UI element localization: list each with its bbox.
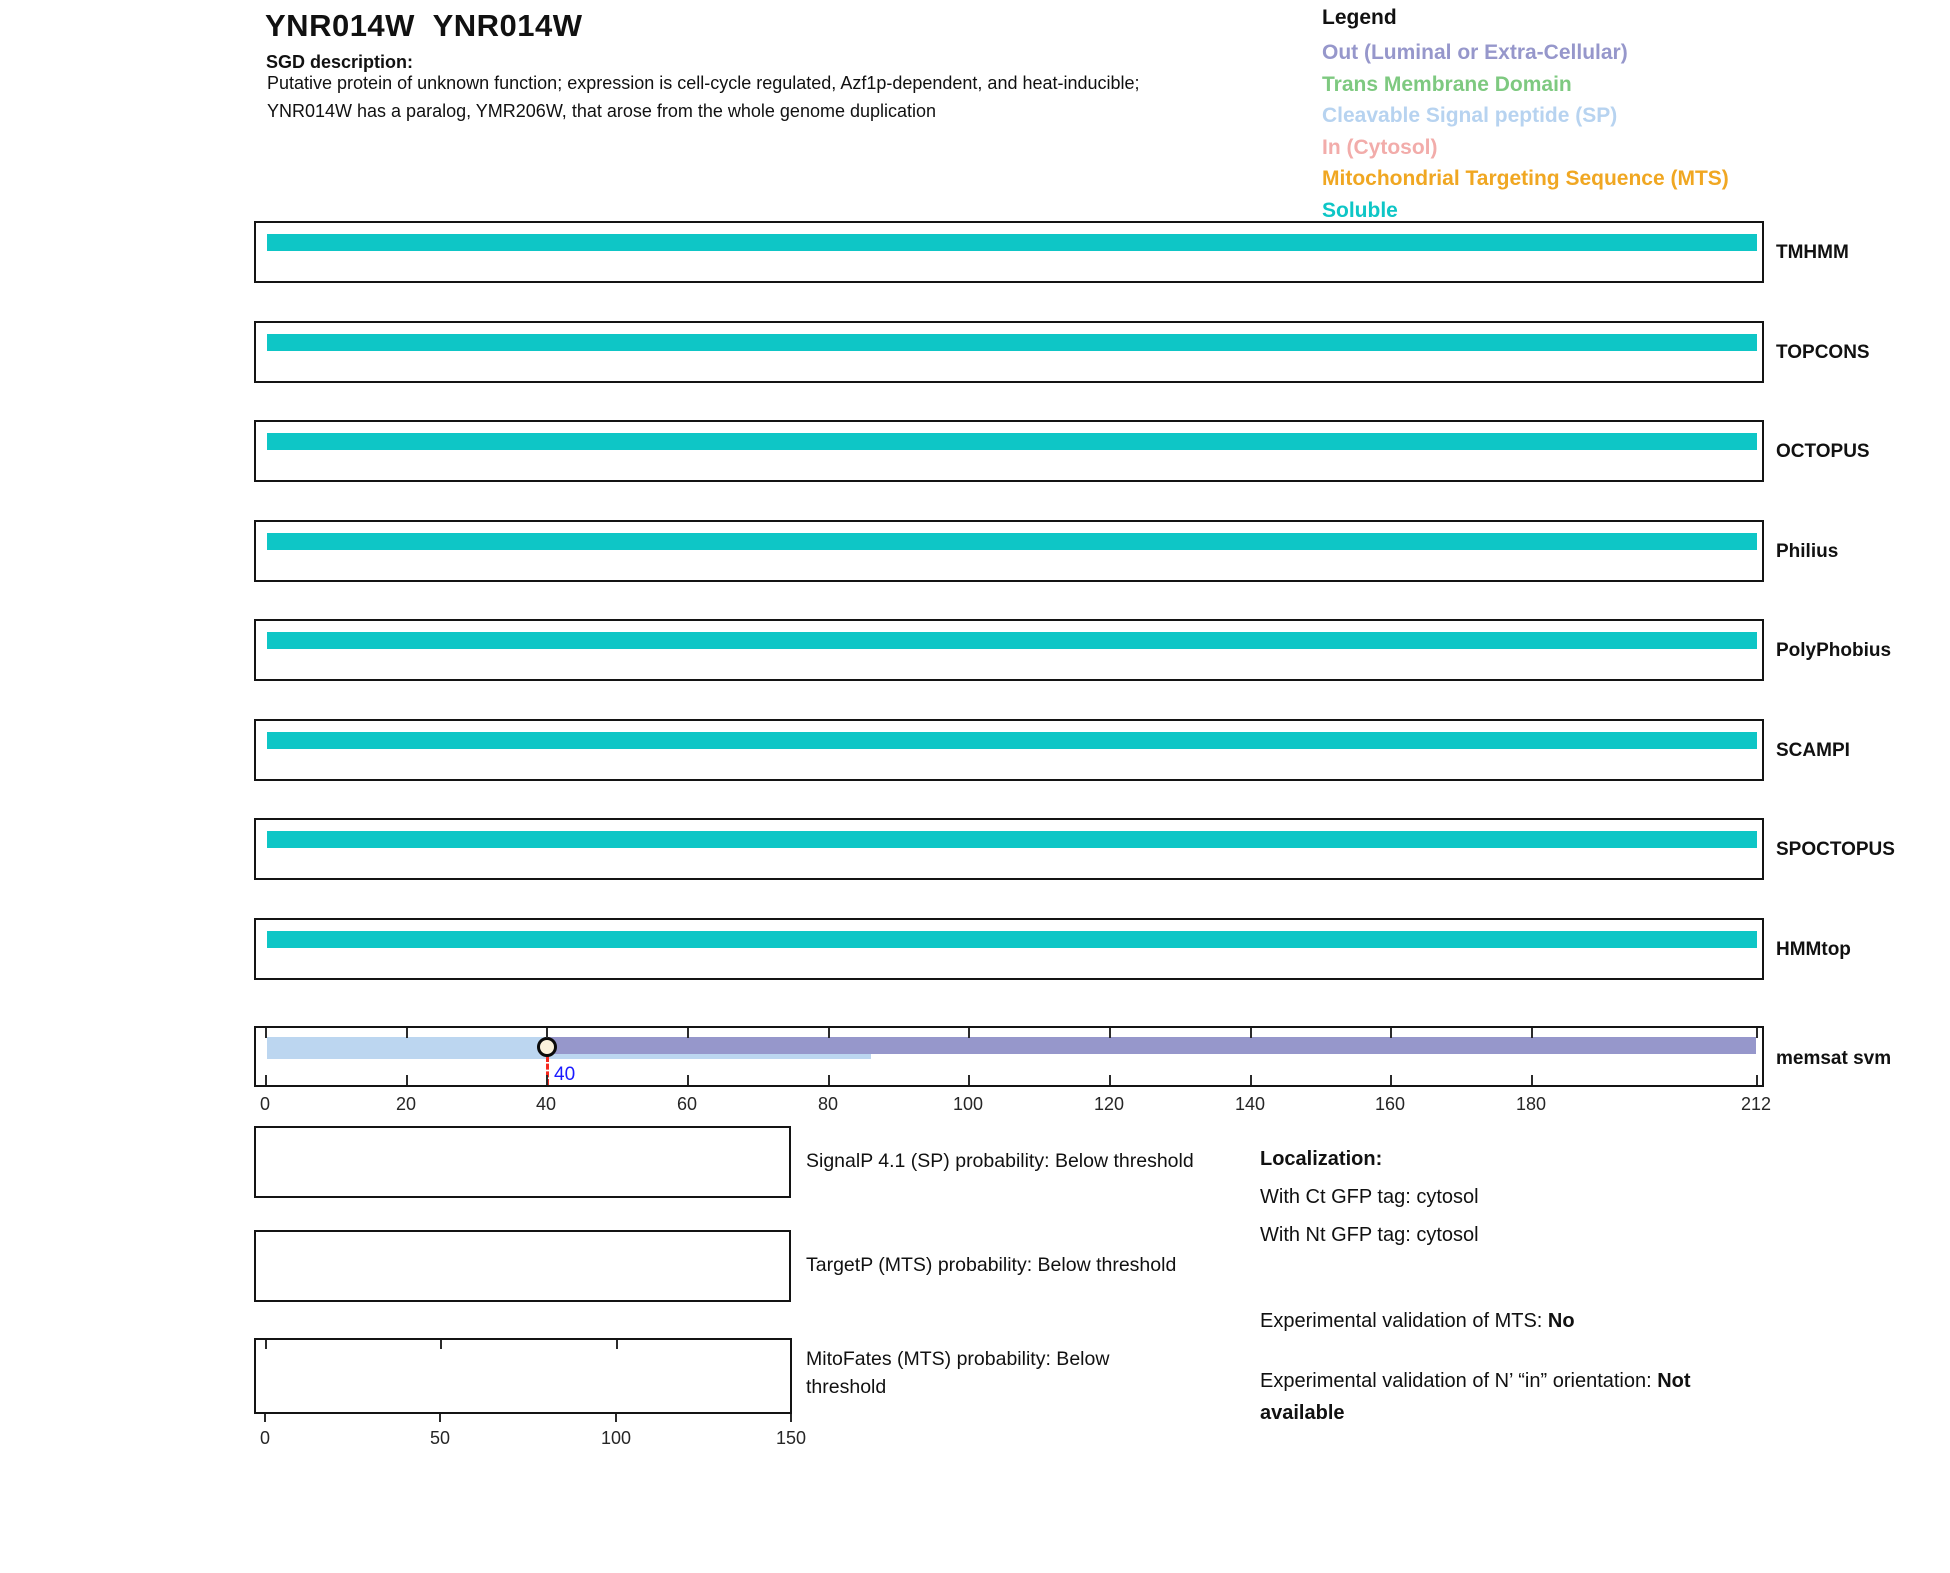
soluble-region-bar	[267, 334, 1757, 351]
memsat-axis-tick	[968, 1075, 970, 1085]
memsat-axis-tick-label: 120	[1093, 1094, 1125, 1114]
localization-title: Localization:	[1260, 1148, 1383, 1170]
memsat-axis-tick	[1756, 1028, 1758, 1038]
soluble-region-bar	[267, 234, 1757, 251]
mitofates-axis-tick	[616, 1340, 618, 1349]
targetp-plot-box	[254, 1230, 791, 1302]
track-label: TOPCONS	[1776, 342, 1870, 363]
memsat-axis-tick	[1531, 1075, 1533, 1085]
mitofates-axis-tick-label: 0	[259, 1428, 270, 1448]
legend	[1322, 6, 1729, 226]
legend-item: Trans Membrane Domain	[1322, 72, 1572, 96]
track-label: PolyPhobius	[1776, 640, 1892, 661]
memsat-axis-tick	[546, 1075, 548, 1085]
soluble-region-bar	[267, 732, 1757, 749]
prediction-track-box	[254, 221, 1764, 283]
mitofates-axis-tick	[264, 1414, 266, 1422]
memsat-axis-tick	[968, 1028, 970, 1038]
legend-item: In (Cytosol)	[1322, 135, 1438, 159]
memsat-axis-tick	[406, 1075, 408, 1085]
memsat-out-bar	[547, 1037, 1756, 1054]
soluble-region-bar	[267, 433, 1757, 450]
memsat-axis-tick-label: 20	[395, 1094, 417, 1114]
legend-items	[1322, 37, 1729, 226]
experimental-orientation-prefix: Experimental validation of N’ “in” orientation:	[1260, 1370, 1658, 1392]
prediction-track-box	[254, 420, 1764, 482]
memsat-marker-circle	[537, 1037, 557, 1057]
sgd-description-line2: YNR014W has a paralog, YMR206W, that arose from the whole genome duplication	[267, 101, 937, 121]
memsat-axis-tick-label: 60	[676, 1094, 698, 1114]
track-label: OCTOPUS	[1776, 441, 1870, 462]
mitofates-axis-tick	[440, 1340, 442, 1349]
experimental-mts-value: No	[1547, 1310, 1575, 1332]
memsat-axis-tick-label: 160	[1374, 1094, 1406, 1114]
sgd-description-label: SGD description:	[266, 52, 414, 72]
track-label: SPOCTOPUS	[1776, 839, 1895, 860]
memsat-axis-tick	[828, 1028, 830, 1038]
experimental-mts-prefix: Experimental validation of MTS:	[1260, 1310, 1548, 1332]
memsat-axis-tick	[687, 1028, 689, 1038]
experimental-mts-line	[1260, 1310, 1575, 1333]
legend-item: Out (Luminal or Extra-Cellular)	[1322, 41, 1628, 64]
memsat-axis-tick-label: 180	[1515, 1094, 1547, 1114]
soluble-region-bar	[267, 533, 1757, 550]
track-label: Philius	[1776, 541, 1839, 562]
memsat-axis-tick	[1109, 1075, 1111, 1085]
memsat-axis-tick-label: 40	[535, 1094, 557, 1114]
mitofates-axis-tick	[439, 1414, 441, 1422]
mitofates-plot-box	[254, 1338, 792, 1414]
track-label-memsat: memsat svm	[1776, 1048, 1892, 1069]
memsat-axis-tick-label: 80	[817, 1094, 839, 1114]
memsat-axis-tick	[265, 1028, 267, 1038]
memsat-axis-tick	[1531, 1028, 1533, 1038]
memsat-axis-tick	[546, 1028, 548, 1038]
legend-item: Soluble	[1322, 198, 1398, 222]
memsat-axis-tick-label: 212	[1740, 1094, 1772, 1114]
page-title: YNR014W YNR014W	[265, 8, 583, 43]
mitofates-axis-tick	[790, 1414, 792, 1422]
experimental-orientation-line1	[1260, 1370, 1691, 1393]
memsat-axis-tick	[1250, 1075, 1252, 1085]
memsat-axis-tick	[1390, 1028, 1392, 1038]
mitofates-plot-label-line1: MitoFates (MTS) probability: Below	[806, 1348, 1110, 1370]
soluble-region-bar	[267, 931, 1757, 948]
localization-nt: With Nt GFP tag: cytosol	[1260, 1224, 1479, 1246]
signalp-plot-box	[254, 1126, 791, 1198]
memsat-axis-tick-label: 140	[1234, 1094, 1266, 1114]
memsat-axis-tick	[1250, 1028, 1252, 1038]
experimental-orientation-value-line2: available	[1260, 1402, 1345, 1424]
memsat-axis-tick-label: 0	[259, 1094, 270, 1114]
prediction-track-box	[254, 719, 1764, 781]
sgd-description-line1: Putative protein of unknown function; expression is cell-cycle regulated, Azf1p-dependent, and heat-inducible;	[267, 73, 1140, 93]
mitofates-plot-label-line2: threshold	[806, 1376, 887, 1398]
prediction-track-box	[254, 918, 1764, 980]
memsat-marker-value: 40	[554, 1064, 576, 1085]
memsat-axis-tick	[828, 1075, 830, 1085]
memsat-axis-tick	[1756, 1075, 1758, 1085]
prediction-track-box	[254, 818, 1764, 880]
legend-title: Legend	[1322, 6, 1397, 29]
memsat-axis-tick	[687, 1075, 689, 1085]
memsat-axis-tick-label: 100	[952, 1094, 984, 1114]
memsat-axis-tick	[1109, 1028, 1111, 1038]
soluble-region-bar	[267, 632, 1757, 649]
memsat-axis-tick	[1390, 1075, 1392, 1085]
signalp-plot-label: SignalP 4.1 (SP) probability: Below threshold	[806, 1150, 1194, 1172]
memsat-axis-tick	[265, 1075, 267, 1085]
track-label: SCAMPI	[1776, 740, 1850, 761]
mitofates-axis-tick-label: 150	[775, 1428, 807, 1448]
soluble-region-bar	[267, 831, 1757, 848]
track-label: TMHMM	[1776, 242, 1849, 263]
prediction-track-box	[254, 619, 1764, 681]
targetp-plot-label: TargetP (MTS) probability: Below threshold	[806, 1254, 1177, 1276]
localization-ct: With Ct GFP tag: cytosol	[1260, 1186, 1479, 1208]
mitofates-axis-tick	[265, 1340, 267, 1349]
experimental-orientation-value-line1: Not	[1657, 1370, 1691, 1392]
legend-item: Cleavable Signal peptide (SP)	[1322, 104, 1618, 127]
memsat-axis-tick	[406, 1028, 408, 1038]
memsat-plot-box	[254, 1026, 1764, 1087]
mitofates-axis-tick-label: 50	[429, 1428, 451, 1448]
mitofates-axis-tick-label: 100	[600, 1428, 632, 1448]
prediction-track-box	[254, 520, 1764, 582]
legend-item: Mitochondrial Targeting Sequence (MTS)	[1322, 167, 1729, 190]
prediction-track-box	[254, 321, 1764, 383]
track-label: HMMtop	[1776, 939, 1851, 960]
mitofates-axis-tick	[615, 1414, 617, 1422]
